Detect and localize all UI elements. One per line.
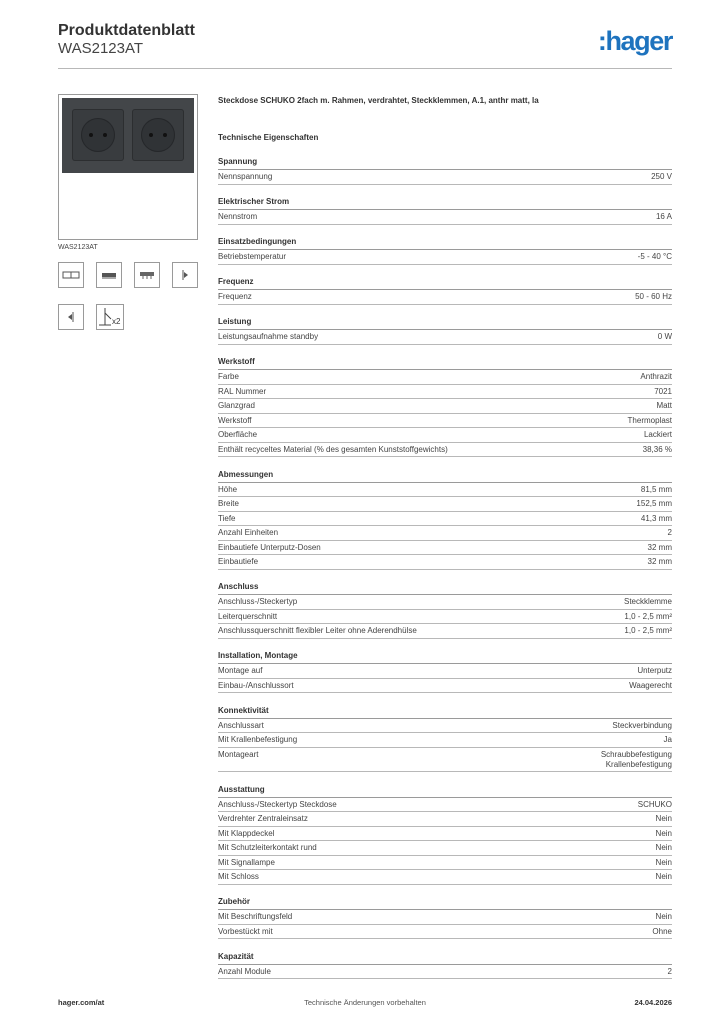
- spec-key: Mit Signallampe: [218, 857, 275, 867]
- flush-mount-icon: [172, 262, 198, 288]
- spec-section: [218, 357, 672, 457]
- spec-row: [218, 250, 672, 265]
- spec-key: Montageart: [218, 749, 259, 759]
- spec-key: Breite: [218, 499, 239, 508]
- spec-value: Steckverbindung: [612, 720, 672, 730]
- spec-value: 32 mm: [647, 542, 672, 552]
- hager-logo[interactable]: :hager: [597, 26, 672, 56]
- spec-key: Oberfläche: [218, 430, 258, 439]
- section-title: Leistung: [218, 317, 672, 330]
- spec-value: Steckklemme: [623, 597, 672, 606]
- spec-key: Anschlussquerschnitt flexibler Leiter ohne Aderendhülse: [218, 626, 417, 635]
- section-title: Abmessungen: [218, 470, 672, 483]
- spec-value: 2: [667, 528, 672, 537]
- spec-row: [218, 443, 672, 458]
- document-title: Produktdatenblatt: [58, 22, 195, 39]
- spec-section: [218, 237, 672, 265]
- spec-row: [218, 841, 672, 856]
- spec-key: Glanzgrad: [218, 401, 255, 410]
- spec-row: [218, 170, 672, 185]
- spec-key: Mit Schloss: [218, 872, 259, 881]
- spec-row: [218, 526, 672, 541]
- spec-value: Thermoplast: [627, 415, 672, 425]
- spec-row: [218, 664, 672, 679]
- spec-key: Einbautiefe: [218, 557, 259, 566]
- spec-row: [218, 910, 672, 925]
- spec-value: 50 - 60 Hz: [635, 292, 672, 301]
- spec-value: Anthrazit: [640, 372, 672, 381]
- spec-key: Mit Schutzleiterkontakt rund: [218, 843, 317, 852]
- spec-key: Montage auf: [218, 666, 263, 675]
- spec-row: [218, 827, 672, 842]
- spec-row: [218, 965, 672, 980]
- spec-row: [218, 290, 672, 305]
- spec-row: [218, 541, 672, 556]
- product-description: Steckdose SCHUKO 2fach m. Rahmen, verdrahtet, Steckklemmen, A.1, anthr matt, la: [218, 96, 539, 105]
- spec-section: [218, 317, 672, 345]
- spec-row: [218, 497, 672, 512]
- footer-date: 24.04.2026: [634, 998, 672, 1007]
- spec-key: Anzahl Module: [218, 966, 271, 976]
- spec-sections: [218, 157, 672, 979]
- spec-section: [218, 582, 672, 639]
- spec-key: Mit Klappdeckel: [218, 828, 275, 838]
- spec-key: Nennstrom: [218, 212, 258, 221]
- spec-value: Nein: [655, 828, 672, 838]
- spec-row: [218, 414, 672, 429]
- spec-value: Nein: [655, 857, 672, 867]
- spec-value: 2: [667, 966, 672, 976]
- article-number: WAS2123AT: [58, 40, 144, 57]
- spec-row: [218, 399, 672, 414]
- footer-note: Technische Änderungen vorbehalten: [304, 998, 426, 1007]
- spec-value: 16 A: [655, 212, 672, 221]
- header-divider: [58, 68, 672, 69]
- section-title: Anschluss: [218, 582, 672, 595]
- spec-row: [218, 748, 672, 773]
- spec-row: [218, 870, 672, 885]
- section-title: Frequenz: [218, 277, 672, 290]
- spec-value: 41,3 mm: [640, 513, 672, 523]
- spec-section: [218, 470, 672, 570]
- spec-row: [218, 610, 672, 625]
- spec-row: [218, 428, 672, 443]
- spec-row: [218, 624, 672, 639]
- spec-key: Höhe: [218, 484, 238, 494]
- spec-value: Ohne: [652, 926, 672, 936]
- double-combination-icon: [96, 304, 124, 330]
- section-title: Ausstattung: [218, 785, 672, 798]
- spec-row: [218, 512, 672, 527]
- spec-key: Leiterquerschnitt: [218, 611, 278, 621]
- spec-key: Anschluss-/Steckertyp: [218, 597, 298, 606]
- socket-plate: [62, 98, 194, 173]
- spec-key: Frequenz: [218, 292, 252, 301]
- section-title: Elektrischer Strom: [218, 197, 672, 210]
- spec-value: Nein: [655, 843, 672, 852]
- spec-section: [218, 706, 672, 773]
- spec-row: [218, 370, 672, 385]
- horizontal-dimensions-icon: [58, 262, 84, 288]
- spec-value: 1,0 - 2,5 mm²: [624, 611, 672, 621]
- spec-value: 250 V: [651, 172, 672, 181]
- spec-value: Schraubbefestigung Krallenbefestigung: [600, 749, 672, 769]
- spec-row: [218, 679, 672, 694]
- screw-terminal-icon: [134, 262, 160, 288]
- socket-right: [132, 109, 184, 161]
- spec-value: Nein: [655, 872, 672, 881]
- spec-row: [218, 719, 672, 734]
- section-title: Kapazität: [218, 952, 672, 965]
- spec-key: Einbau-/Anschlussort: [218, 680, 294, 690]
- socket-left: [72, 109, 124, 161]
- wiring-terminal-icon: [96, 262, 122, 288]
- spec-value: 38,36 %: [642, 444, 672, 454]
- image-caption: WAS2123AT: [58, 244, 98, 251]
- spec-key: Enthält recyceltes Material (% des gesamten Kunststoffgewichts): [218, 444, 448, 454]
- spec-value: Nein: [655, 814, 672, 823]
- spec-key: Nennspannung: [218, 172, 273, 181]
- spec-value: Nein: [655, 912, 672, 921]
- spec-key: Farbe: [218, 372, 239, 381]
- spec-value: SCHUKO: [637, 799, 672, 809]
- spec-row: [218, 210, 672, 225]
- spec-key: Werkstoff: [218, 415, 252, 425]
- spec-row: [218, 483, 672, 498]
- spec-row: [218, 555, 672, 570]
- section-title: Einsatzbedingungen: [218, 237, 672, 250]
- spec-section: [218, 197, 672, 225]
- spec-row: [218, 385, 672, 400]
- spec-key: Mit Beschriftungsfeld: [218, 912, 293, 921]
- spec-key: Tiefe: [218, 513, 236, 523]
- spec-section: [218, 952, 672, 980]
- footer-website-link[interactable]: hager.com/at: [58, 998, 105, 1007]
- spec-value: 0 W: [657, 332, 672, 341]
- spec-row: [218, 798, 672, 813]
- spec-key: Anschlussart: [218, 720, 264, 730]
- section-title: Spannung: [218, 157, 672, 170]
- spec-key: Betriebstemperatur: [218, 252, 287, 261]
- spec-value: 1,0 - 2,5 mm²: [624, 626, 672, 635]
- spec-key: Einbautiefe Unterputz-Dosen: [218, 542, 321, 552]
- spec-key: Mit Krallenbefestigung: [218, 735, 298, 744]
- spec-section: [218, 785, 672, 885]
- spec-section: [218, 157, 672, 185]
- spec-row: [218, 330, 672, 345]
- spec-value: 32 mm: [647, 557, 672, 566]
- spec-key: Vorbestückt mit: [218, 926, 273, 936]
- section-title: Werkstoff: [218, 357, 672, 370]
- spec-section: [218, 277, 672, 305]
- spec-key: Verdrehter Zentraleinsatz: [218, 814, 308, 823]
- spec-row: [218, 925, 672, 940]
- spec-key: Anzahl Einheiten: [218, 528, 279, 537]
- spec-value: 7021: [654, 386, 672, 396]
- svg-text:x2: x2: [112, 317, 121, 326]
- spec-content: [218, 96, 672, 992]
- spec-section: [218, 651, 672, 693]
- spec-key: RAL Nummer: [218, 386, 267, 396]
- spec-key: Anschluss-/Steckertyp Steckdose: [218, 799, 337, 809]
- spec-value: Waagerecht: [629, 680, 672, 690]
- spec-value: Ja: [663, 735, 672, 744]
- spec-value: Matt: [656, 401, 672, 410]
- spec-row: [218, 733, 672, 748]
- spec-value: 81,5 mm: [640, 484, 672, 494]
- spec-row: [218, 595, 672, 610]
- spec-key: Leistungsaufnahme standby: [218, 332, 319, 341]
- spec-value: 152,5 mm: [636, 499, 672, 508]
- spec-value: -5 - 40 °C: [637, 252, 672, 261]
- spec-section: [218, 897, 672, 939]
- product-image: [58, 94, 198, 240]
- wall-mount-icon: [58, 304, 84, 330]
- document-header: [58, 22, 195, 58]
- spec-row: [218, 856, 672, 871]
- spec-value: Lackiert: [643, 430, 672, 439]
- section-title: Zubehör: [218, 897, 672, 910]
- spec-row: [218, 812, 672, 827]
- section-title: Installation, Montage: [218, 651, 672, 664]
- technical-heading: Technische Eigenschaften: [218, 133, 319, 142]
- spec-value: Unterputz: [637, 666, 672, 675]
- section-title: Konnektivität: [218, 706, 672, 719]
